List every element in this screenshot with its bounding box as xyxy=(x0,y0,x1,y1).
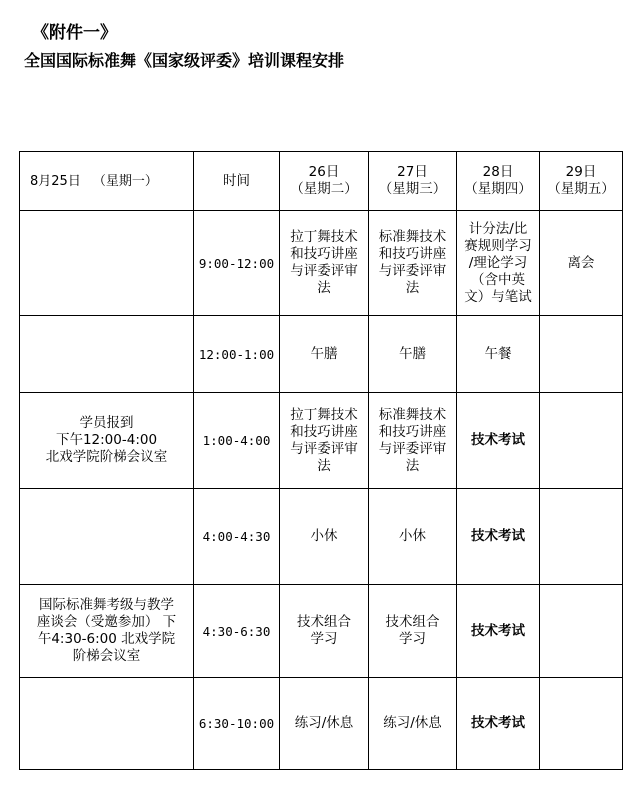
day-28-cell: 计分法/比 赛规则学习 /理论学习 （含中英 文）与笔试 xyxy=(457,211,540,316)
day-29-cell: 离会 xyxy=(540,211,623,316)
day-28-cell: 技术考试 xyxy=(457,585,540,678)
annex-label: 《附件一》 xyxy=(32,23,117,43)
day-27-cell: 小休 xyxy=(369,489,457,585)
day-27-cell: 技术组合 学习 xyxy=(369,585,457,678)
header-day-26: 26日 （星期二） xyxy=(280,152,369,211)
day-26-cell: 拉丁舞技术 和技巧讲座 与评委评审 法 xyxy=(280,211,369,316)
time-cell: 12:00-1:00 xyxy=(194,316,280,393)
time-cell: 6:30-10:00 xyxy=(194,678,280,770)
day-27-cell: 午膳 xyxy=(369,316,457,393)
day-29-cell xyxy=(540,678,623,770)
header-arrival-date xyxy=(20,152,194,211)
day-26-cell: 午膳 xyxy=(280,316,369,393)
day-28-cell: 技术考试 xyxy=(457,678,540,770)
day-26-cell: 练习/休息 xyxy=(280,678,369,770)
day-26-cell: 小休 xyxy=(280,489,369,585)
header-day-28: 28日 （星期四） xyxy=(457,152,540,211)
table-header-row xyxy=(20,152,623,211)
table-row xyxy=(20,585,623,678)
time-cell: 9:00-12:00 xyxy=(194,211,280,316)
day-27-cell: 标准舞技术 和技巧讲座 与评委评审 法 xyxy=(369,393,457,489)
table-row xyxy=(20,489,623,585)
table-row xyxy=(20,393,623,489)
day-28-cell: 技术考试 xyxy=(457,489,540,585)
table-row xyxy=(20,211,623,316)
table-row xyxy=(20,678,623,770)
header-date: 8月25日 xyxy=(30,173,81,189)
header-day-27: 27日 （星期三） xyxy=(369,152,457,211)
time-cell: 1:00-4:00 xyxy=(194,393,280,489)
day-29-cell xyxy=(540,393,623,489)
header-time: 时间 xyxy=(194,152,280,211)
day-26-cell: 技术组合 学习 xyxy=(280,585,369,678)
schedule-table xyxy=(19,151,623,770)
table-row xyxy=(20,316,623,393)
day-28-cell: 技术考试 xyxy=(457,393,540,489)
day-29-cell xyxy=(540,585,623,678)
day-26-cell: 拉丁舞技术 和技巧讲座 与评委评审 法 xyxy=(280,393,369,489)
arrival-cell xyxy=(20,678,194,770)
document-title: 全国国际标准舞《国家级评委》培训课程安排 xyxy=(24,51,345,70)
arrival-cell xyxy=(20,489,194,585)
day-27-cell: 练习/休息 xyxy=(369,678,457,770)
time-cell: 4:00-4:30 xyxy=(194,489,280,585)
arrival-cell xyxy=(20,316,194,393)
day-28-cell: 午餐 xyxy=(457,316,540,393)
arrival-cell: 学员报到 下午12:00-4:00 北戏学院阶梯会议室 xyxy=(20,393,194,489)
day-29-cell xyxy=(540,316,623,393)
day-29-cell xyxy=(540,489,623,585)
arrival-cell: 国际标准舞考级与教学 座谈会（受邀参加） 下 午4:30-6:00 北戏学院 阶梯会议室 xyxy=(20,585,194,678)
day-27-cell: 标准舞技术 和技巧讲座 与评委评审 法 xyxy=(369,211,457,316)
time-cell: 4:30-6:30 xyxy=(194,585,280,678)
arrival-cell xyxy=(20,211,194,316)
header-weekday: （星期一） xyxy=(92,173,158,189)
header-day-29: 29日 （星期五） xyxy=(540,152,623,211)
